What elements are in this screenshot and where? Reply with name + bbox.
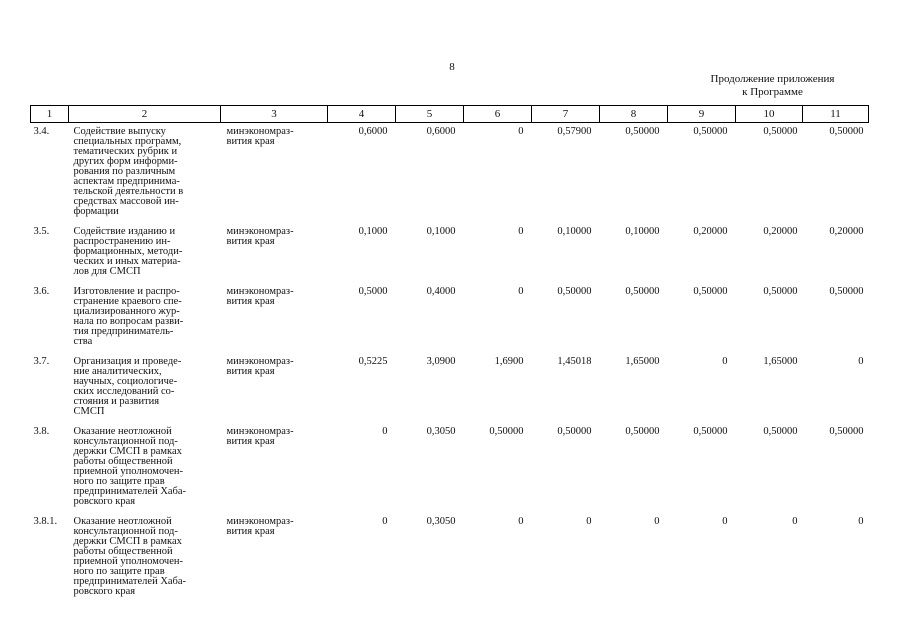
row-description: Содействие изданию и распространению ин- формационных, методи- ческих и иных материа- лов для СМСП <box>73 226 183 277</box>
row-value: 0 <box>858 516 864 527</box>
row-value: 0 <box>586 516 592 527</box>
table-row <box>31 123 869 224</box>
row-value: 0,6000 <box>426 126 456 137</box>
row-value: 0 <box>654 516 660 527</box>
row-value: 0,1000 <box>358 226 388 237</box>
row-value: 0,5225 <box>358 356 388 367</box>
table-row <box>31 513 869 603</box>
column-header: 8 <box>600 106 668 123</box>
row-value: 0,6000 <box>358 126 388 137</box>
table-row <box>31 353 869 423</box>
row-value: 0 <box>518 516 524 527</box>
row-number: 3.8.1. <box>33 516 58 527</box>
column-header: 2 <box>69 106 221 123</box>
row-value: 0 <box>722 356 728 367</box>
row-value: 0,50000 <box>693 126 728 137</box>
row-value: 0 <box>382 516 388 527</box>
column-header: 11 <box>803 106 869 123</box>
row-number: 3.6. <box>33 286 50 297</box>
row-value: 0 <box>858 356 864 367</box>
row-value: 0 <box>518 126 524 137</box>
row-value: 0,50000 <box>557 286 592 297</box>
row-value: 0,50000 <box>763 126 798 137</box>
row-value: 0 <box>792 516 798 527</box>
row-responsible: минэкономраз- вития края <box>226 426 294 447</box>
row-value: 1,45018 <box>557 356 592 367</box>
row-value: 0,50000 <box>829 426 864 437</box>
row-number: 3.5. <box>33 226 50 237</box>
column-header: 7 <box>532 106 600 123</box>
row-responsible: минэкономраз- вития края <box>226 356 294 377</box>
column-header: 6 <box>464 106 532 123</box>
row-description: Оказание неотложной консультационной под- держки СМСП в рамках работы общественной приемной уполномочен- ного по защите прав предпринимателей Хаба- ровского края <box>73 426 187 507</box>
row-description: Организация и проведе- ние аналитических, научных, социологиче- ских исследований со- стояния и развития СМСП <box>73 356 182 417</box>
row-value: 3,0900 <box>426 356 456 367</box>
row-value: 0 <box>722 516 728 527</box>
row-value: 0,5000 <box>358 286 388 297</box>
row-responsible: минэкономраз- вития края <box>226 126 294 147</box>
row-description: Оказание неотложной консультационной под- держки СМСП в рамках работы общественной приемной уполномочен- ного по защите прав предпринимателей Хаба- ровского края <box>73 516 187 597</box>
column-header: 4 <box>328 106 396 123</box>
column-header: 1 <box>31 106 69 123</box>
page-number: 8 <box>449 61 455 73</box>
row-value: 0,57900 <box>557 126 592 137</box>
row-value: 0,10000 <box>557 226 592 237</box>
table-row <box>31 423 869 513</box>
column-header: 5 <box>396 106 464 123</box>
row-value: 1,65000 <box>763 356 798 367</box>
row-value: 0,20000 <box>763 226 798 237</box>
row-value: 0,1000 <box>426 226 456 237</box>
row-description: Изготовление и распро- странение краевого спе- циализированного жур- нала по вопросам разви- тия предприниматель- ства <box>73 286 184 347</box>
column-header: 9 <box>668 106 736 123</box>
row-description: Содействие выпуску специальных программ, тематических рубрик и других форм информи- рования по различным аспектам предпринима- тельской деятельности в средствах массовой ин- формации <box>73 126 184 217</box>
row-value: 0,3050 <box>426 516 456 527</box>
row-responsible: минэкономраз- вития края <box>226 516 294 537</box>
row-value: 0,3050 <box>426 426 456 437</box>
table-body <box>31 123 869 604</box>
row-value: 0,50000 <box>625 286 660 297</box>
row-value: 0,50000 <box>489 426 524 437</box>
continuation-line-2: к Программе <box>742 86 803 98</box>
row-value: 0,20000 <box>829 226 864 237</box>
row-value: 0,50000 <box>693 426 728 437</box>
row-value: 1,65000 <box>625 356 660 367</box>
row-number: 3.7. <box>33 356 50 367</box>
table-row <box>31 283 869 353</box>
row-value: 0 <box>518 286 524 297</box>
column-header: 10 <box>736 106 803 123</box>
table-header-row <box>31 106 869 123</box>
row-value: 0,50000 <box>763 286 798 297</box>
row-value: 0,50000 <box>625 426 660 437</box>
row-number: 3.8. <box>33 426 50 437</box>
row-value: 0,20000 <box>693 226 728 237</box>
row-value: 0,50000 <box>625 126 660 137</box>
continuation-line-1: Продолжение приложения <box>710 73 835 85</box>
program-table <box>30 105 869 603</box>
table-row <box>31 223 869 283</box>
row-value: 1,6900 <box>494 356 524 367</box>
row-value: 0,50000 <box>693 286 728 297</box>
row-value: 0,50000 <box>829 286 864 297</box>
row-value: 0 <box>518 226 524 237</box>
row-value: 0,50000 <box>829 126 864 137</box>
row-value: 0,50000 <box>763 426 798 437</box>
continuation-note <box>660 73 885 99</box>
row-responsible: минэкономраз- вития края <box>226 286 294 307</box>
row-value: 0,10000 <box>625 226 660 237</box>
row-responsible: минэкономраз- вития края <box>226 226 294 247</box>
row-value: 0 <box>382 426 388 437</box>
row-number: 3.4. <box>33 126 50 137</box>
column-header: 3 <box>221 106 328 123</box>
row-value: 0,4000 <box>426 286 456 297</box>
row-value: 0,50000 <box>557 426 592 437</box>
